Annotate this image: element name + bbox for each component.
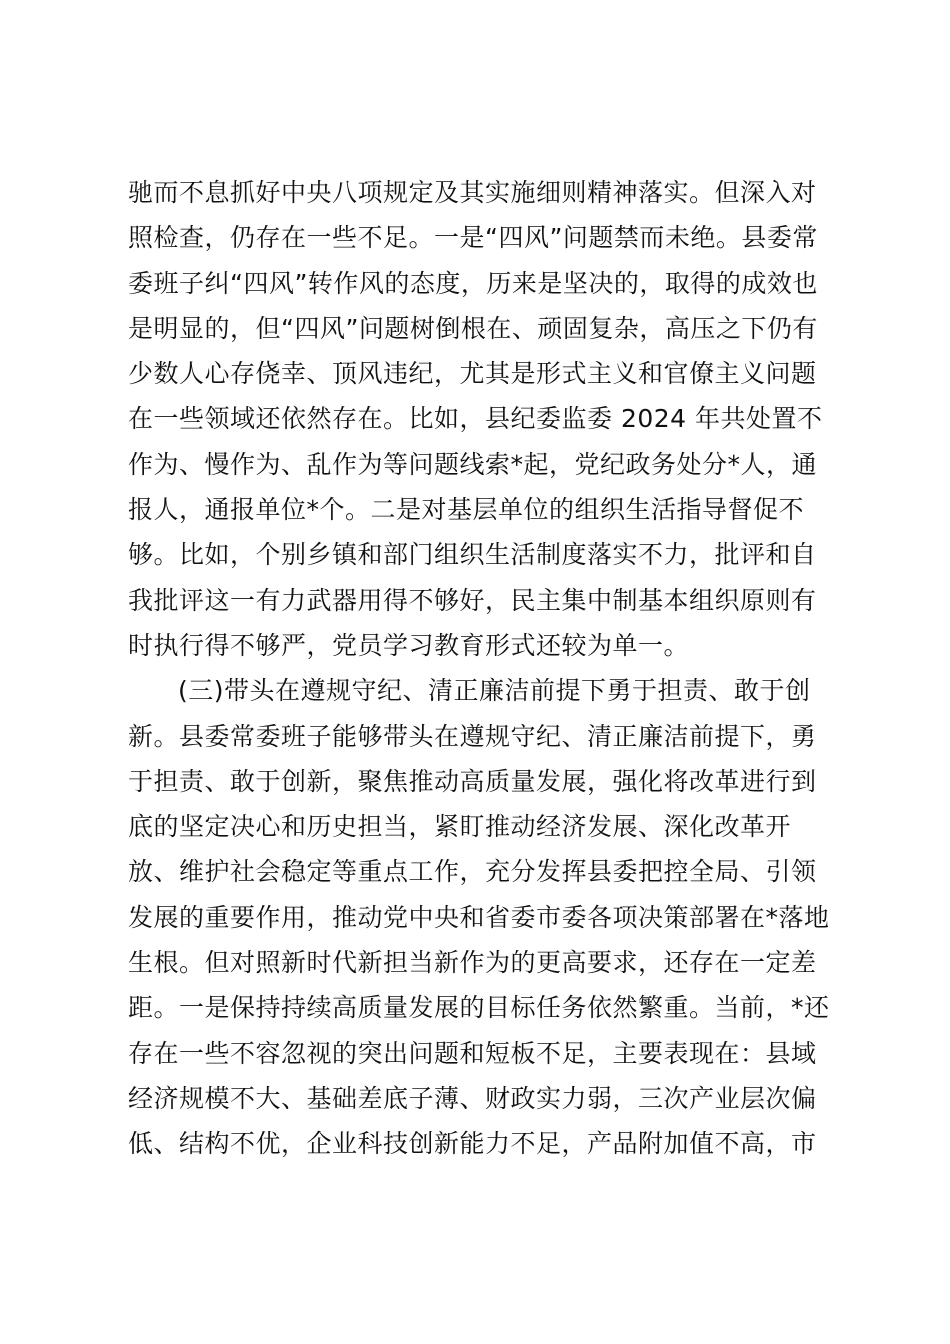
text-line: 委班子纠“四风”转作风的态度，历来是坚决的，取得的成效也 xyxy=(128,268,818,298)
text-line: 够。比如，个别乡镇和部门组织生活制度落实不力，批评和自 xyxy=(128,540,817,570)
text-line: 少数人心存侥幸、顶风违纪，尤其是形式主义和官僚主义问题 xyxy=(128,359,817,389)
text-line: 经济规模不大、基础差底子薄、财政实力弱，三次产业层次偏 xyxy=(128,1083,817,1113)
text-line: 新。县委常委班子能够带头在遵规守纪、清正廉洁前提下，勇 xyxy=(128,721,817,751)
section-heading-line: (三)带头在遵规守纪、清正廉洁前提下勇于担责、敢于创 xyxy=(178,676,811,706)
text-line: 存在一些不容忽视的突出问题和短板不足，主要表现在：县域 xyxy=(128,1038,817,1068)
text-line: 距。一是保持持续高质量发展的目标任务依然繁重。当前，*还 xyxy=(128,993,830,1023)
text-line: 报人，通报单位*个。二是对基层单位的组织生活指导督促不 xyxy=(128,495,805,525)
text-line: 作为、慢作为、乱作为等问题线索*起，党纪政务处分*人，通 xyxy=(128,449,818,479)
text-line: 底的坚定决心和历史担当，紧盯推动经济发展、深化改革开 xyxy=(128,812,792,842)
text-line: 发展的重要作用，推动党中央和省委市委各项决策部署在*落地 xyxy=(128,902,830,932)
text-line: 在一些领域还依然存在。比如，县纪委监委 2024 年共处置不 xyxy=(128,404,823,434)
text-line: 照检查，仍存在一些不足。一是“四风”问题禁而未绝。县委常 xyxy=(128,223,818,253)
text-line: 我批评这一有力武器用得不够好，民主集中制基本组织原则有 xyxy=(128,585,817,615)
text-line: 驰而不息抓好中央八项规定及其实施细则精神落实。但深入对 xyxy=(128,178,817,207)
body-text xyxy=(128,170,828,1167)
text-line: 低、结构不优，企业科技创新能力不足，产品附加值不高，市 xyxy=(128,1129,817,1159)
text-line: 放、维护社会稳定等重点工作，充分发挥县委把控全局、引领 xyxy=(128,857,817,887)
text-line: 于担责、敢于创新，聚焦推动高质量发展，强化将改革进行到 xyxy=(128,766,817,796)
text-line: 是明显的，但“四风”问题树倒根在、顽固复杂，高压之下仍有 xyxy=(128,313,818,343)
text-line: 时执行得不够严，党员学习教育形式还较为单一。 xyxy=(128,630,690,660)
text-line: 生根。但对照新时代新担当新作为的更高要求，还存在一定差 xyxy=(128,948,817,978)
